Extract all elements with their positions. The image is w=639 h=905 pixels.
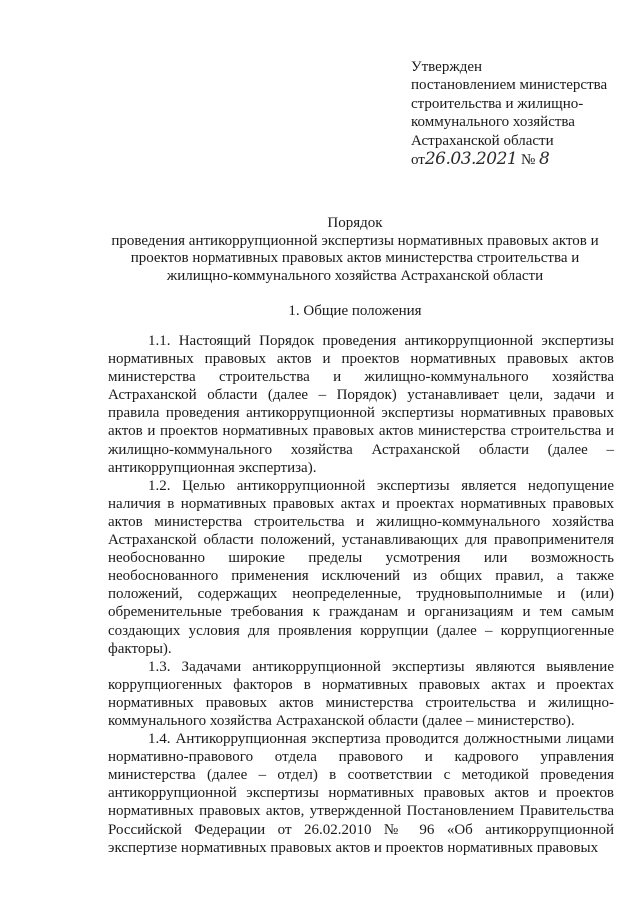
paragraph: 1.2. Целью антикоррупционной экспертизы является недопущение наличия в нормативных правовых актах и проектах нормативных правовых актов министерства строительства и жилищно-коммунального хозяйства Астраханской области положений, устанавливающих для правоприменителя необоснованно широкие пределы усмотрения или возможность необоснованного применения исключений из общих правил, а также положений, содержащих неопределенные, трудновыполнимые и (или) обременительные требования к гражданам и организациям и тем самым создающих условия для проявления коррупции (далее – коррупциогенные факторы). (108, 477, 614, 657)
paragraph: 1.1. Настоящий Порядок проведения антикоррупционной экспертизы нормативных правовых актов и проектов нормативных правовых актов министерства строительства и жилищно-коммунального хозяйства Астраханской области (далее – Порядок) устанавливает цели, задачи и правила проведения антикоррупционной экспертизы нормативных правовых актов и проектов нормативных правовых актов министерства строительства и жилищно-коммунального хозяйства Астраханской области (далее – антикоррупционная экспертиза). (108, 333, 614, 476)
approval-stamp (411, 58, 626, 169)
title-heading: Порядок (327, 215, 383, 231)
approval-date-line (411, 150, 626, 169)
approval-line: коммунального хозяйства (411, 114, 575, 131)
document-body (108, 332, 614, 857)
document-title (105, 215, 605, 285)
section-heading: 1. Общие положения (288, 303, 422, 319)
approval-line: строительства и жилищно- (411, 95, 584, 112)
title-line: жилищно-коммунального хозяйства Астраханской области (166, 267, 544, 284)
handwritten-date: 26.03.2021 (424, 149, 518, 170)
approval-line: Астраханской области (411, 132, 554, 149)
date-prefix: от (411, 152, 425, 169)
title-line: проведения антикоррупционной экспертизы нормативных правовых актов и (111, 232, 599, 249)
approval-line: Утвержден (411, 59, 483, 75)
number-sign: № (520, 152, 536, 169)
approval-line: постановлением министерства (411, 77, 608, 94)
paragraph: 1.3. Задачами антикоррупционной экспертизы являются выявление коррупциогенных факторов в нормативных правовых актах и проектах нормативных правовых актов министерства строительства и жилищно-коммунального хозяйства Астраханской области (далее – министерство). (108, 658, 614, 729)
title-line: проектов нормативных правовых актов министерства строительства и (130, 250, 580, 267)
paragraph: 1.4. Антикоррупционная экспертиза проводится должностными лицами нормативно-правового отдела правового и кадрового управления министерства (далее – отдел) в соответствии с методикой проведения антикоррупционной экспертизы нормативных правовых актов и проектов нормативных правовых актов, утвержденной Постановлением Правительства Российской Федерации от 26.02.2010 № 96 «Об антикоррупционной экспертизе нормативных правовых актов и проектов нормативных правовых (108, 731, 614, 856)
handwritten-number: 8 (539, 149, 550, 170)
